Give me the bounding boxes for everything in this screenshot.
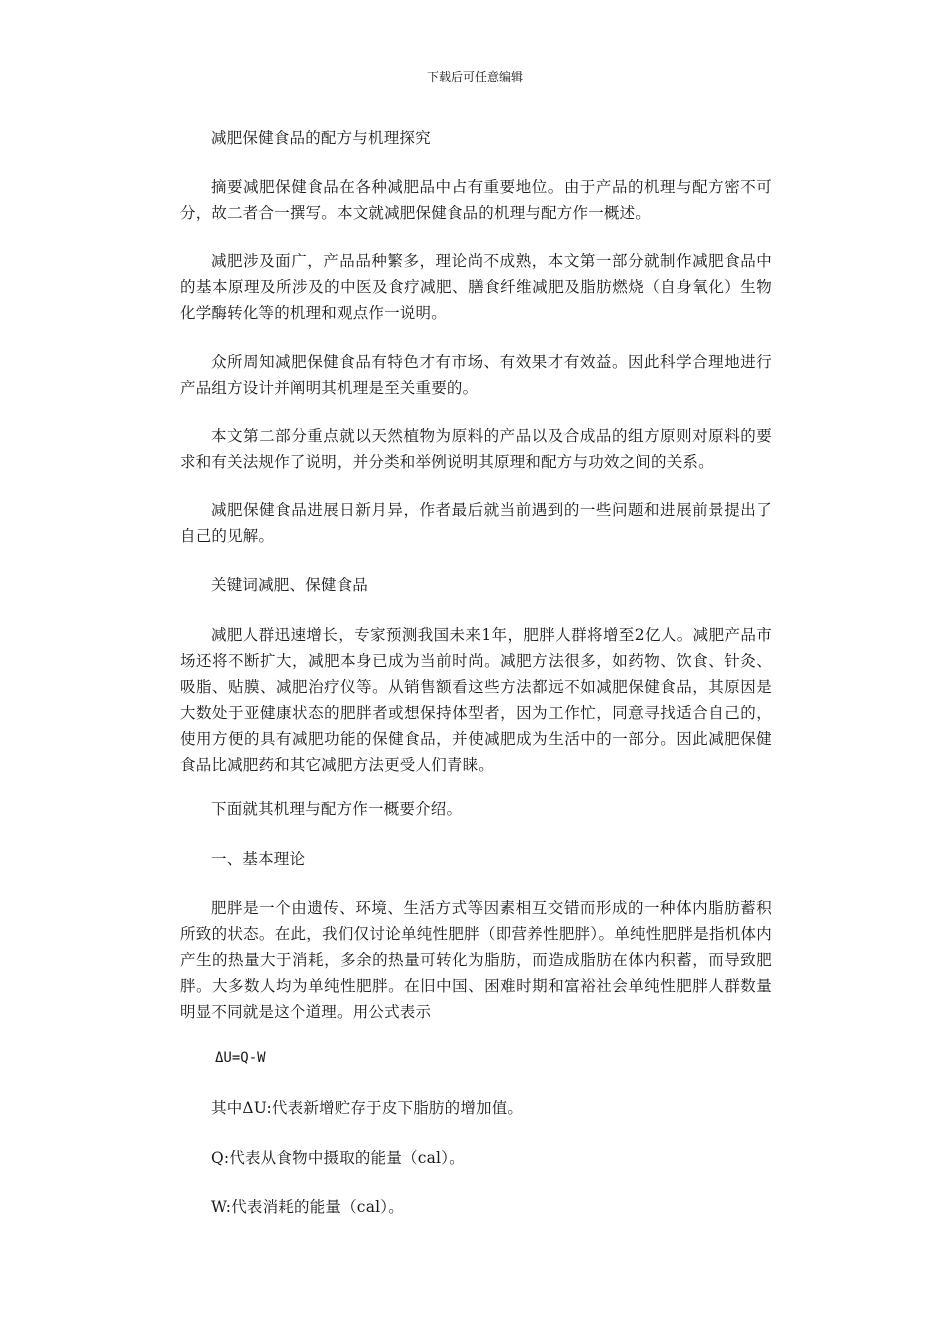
part-two-paragraph: 本文第二部分重点就以天然植物为原料的产品以及合成品的组方原则对原料的要求和有关法规作了说明，并分类和举例说明其原理和配方与功效之间的关系。	[180, 427, 772, 471]
definition-delta-u: 其中ΔU:代表新增贮存于皮下脂肪的增加值。	[211, 1099, 524, 1117]
obesity-paragraph: 肥胖是一个由遗传、环境、生活方式等因素相互交错而形成的一种体内脂肪蓄积所致的状态。在此，我们仅讨论单纯性肥胖（即营养性肥胖）。单纯性肥胖是指机体内产生的热量大于消耗，多余的热量可转化为脂肪，而造成脂肪在体内积蓄，而导致肥胖。大多数人均为单纯性肥胖。在旧中国、困难时期和富裕社会单纯性肥胖人群数量明显不同就是这个道理。用公式表示	[180, 899, 772, 1021]
page-header: 下载后可任意编辑	[426, 70, 523, 84]
definition-w: W:代表消耗的能量（cal）。	[211, 1198, 404, 1216]
keywords-paragraph: 关键词减肥、保健食品	[211, 576, 369, 594]
outlook-paragraph: 减肥保健食品进展日新月异，作者最后就当前遇到的一些问题和进展前景提出了自己的见解。	[180, 501, 772, 545]
definition-q: Q:代表从食物中摄取的能量（cal）。	[211, 1149, 465, 1167]
abstract-paragraph: 摘要减肥保健食品在各种减肥品中占有重要地位。由于产品的机理与配方密不可分，故二者合一撰写。本文就减肥保健食品的机理与配方作一概述。	[180, 178, 772, 222]
scope-paragraph: 减肥涉及面广，产品品种繁多，理论尚不成熟，本文第一部分就制作减肥食品中的基本原理及所涉及的中医及食疗减肥、膳食纤维减肥及脂肪燃烧（自身氧化）生物化学酶转化等的机理和观点作一说明。	[180, 252, 772, 322]
market-paragraph: 减肥人群迅速增长，专家预测我国未来1年，肥胖人群将增至2亿人。减肥产品市场还将不断扩大，减肥本身已成为当前时尚。减肥方法很多，如药物、饮食、针灸、吸脂、贴膜、减肥治疗仪等。从销售额看这些方法都远不如减肥保健食品，其原因是大数处于亚健康状态的肥胖者或想保持体型者，因为工作忙，同意寻找适合自己的，使用方便的具有减肥功能的保健食品，并使减肥成为生活中的一部分。因此减肥保健食品比减肥药和其它减肥方法更受人们青睐。	[180, 626, 772, 774]
importance-paragraph: 众所周知减肥保健食品有特色才有市场、有效果才有效益。因此科学合理地进行产品组方设计并阐明其机理是至关重要的。	[180, 353, 772, 397]
intro-paragraph: 下面就其机理与配方作一概要介绍。	[211, 800, 463, 818]
energy-formula: ΔU=Q-W	[215, 1050, 266, 1066]
section-heading: 一、基本理论	[211, 850, 306, 868]
document-title: 减肥保健食品的配方与机理探究	[211, 129, 431, 147]
